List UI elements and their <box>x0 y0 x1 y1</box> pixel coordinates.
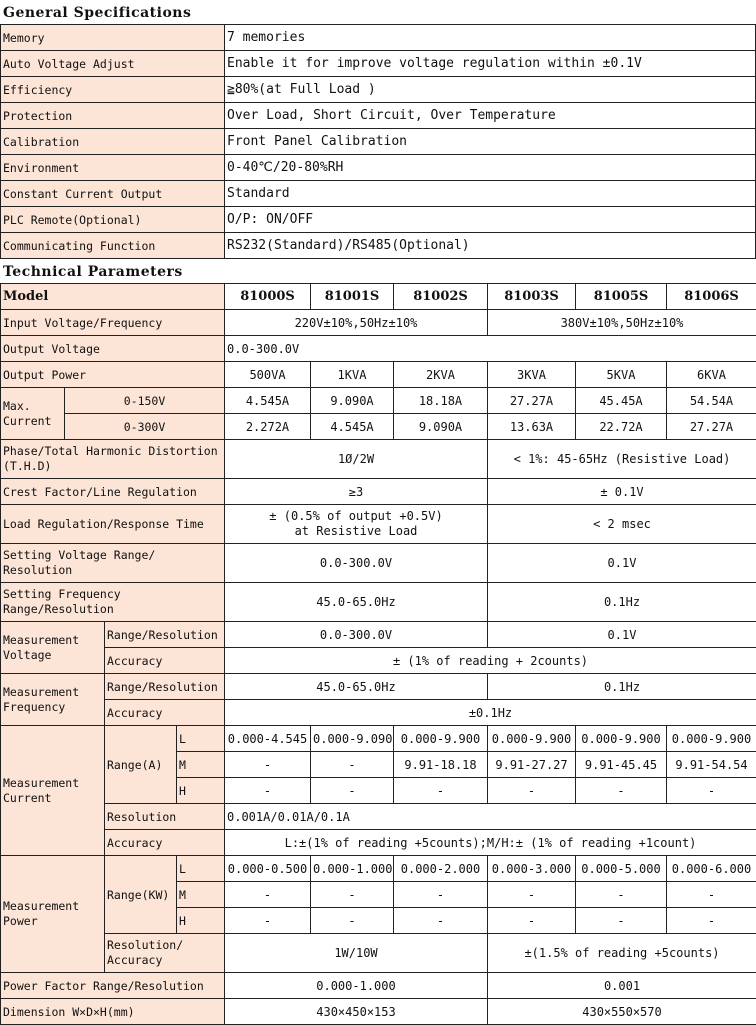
spec-value: Enable it for improve voltage regulation within ±0.1V <box>225 51 756 77</box>
general-spec-row <box>1 25 756 51</box>
spec-value: 7 memories <box>225 25 756 51</box>
value-line: ± (0.5% of output +0.5V) <box>227 509 485 524</box>
spec-label: PLC Remote(Optional) <box>1 207 225 233</box>
value-cell: 0.000-4.545 <box>225 726 311 752</box>
range-letter: H <box>177 778 225 804</box>
crest-row <box>1 479 756 505</box>
setting-voltage-row <box>1 544 756 583</box>
power-factor-row <box>1 973 756 999</box>
general-spec-title: General Specifications <box>0 0 756 24</box>
spec-value: Over Load, Short Circuit, Over Temperature <box>225 103 756 129</box>
row-label: Output Power <box>1 362 225 388</box>
value-cell: 1W/10W <box>225 934 488 973</box>
sub-label: 0-300V <box>65 414 225 440</box>
value-cell: 0.1V <box>488 622 756 648</box>
value-cell: - <box>576 882 667 908</box>
value-cell: - <box>311 908 394 934</box>
row-label: Input Voltage/Frequency <box>1 310 225 336</box>
sub-label: Resolution <box>105 804 225 830</box>
sub-label: Accuracy <box>105 830 225 856</box>
value-cell: 0.000-5.000 <box>576 856 667 882</box>
value-cell: 0.0-300.0V <box>225 336 756 362</box>
value-cell: - <box>667 908 756 934</box>
value-cell: 9.91-54.54 <box>667 752 756 778</box>
model-cell: 81006S <box>667 284 756 310</box>
spec-value: Standard <box>225 181 756 207</box>
row-label: Measurement Current <box>1 726 105 856</box>
general-spec-table <box>0 24 756 259</box>
value-cell: 0.000-9.900 <box>488 726 576 752</box>
value-cell: 0.000-6.000 <box>667 856 756 882</box>
value-cell: 0.000-9.090 <box>311 726 394 752</box>
dimension-row <box>1 999 756 1025</box>
spec-label: Auto Voltage Adjust <box>1 51 225 77</box>
row-label: Output Voltage <box>1 336 225 362</box>
meas-voltage-range-row <box>1 622 756 648</box>
value-cell: - <box>488 778 576 804</box>
general-spec-row <box>1 181 756 207</box>
general-spec-row <box>1 77 756 103</box>
value-cell: 45.0-65.0Hz <box>225 674 488 700</box>
value-cell: 430×450×153 <box>225 999 488 1025</box>
row-label: Crest Factor/Line Regulation <box>1 479 225 505</box>
value-cell: - <box>576 908 667 934</box>
value-cell: 9.91-27.27 <box>488 752 576 778</box>
value-cell: ±(1.5% of reading +5counts) <box>488 934 756 973</box>
value-cell: 27.27A <box>667 414 756 440</box>
value-cell: 9.91-45.45 <box>576 752 667 778</box>
value-cell: 0.001 <box>488 973 756 999</box>
general-spec-row <box>1 51 756 77</box>
meas-voltage-accuracy-row <box>1 648 756 674</box>
sub-label: Resolution/ Accuracy <box>105 934 225 973</box>
thd-row <box>1 440 756 479</box>
value-cell: 54.54A <box>667 388 756 414</box>
value-cell: ± (1% of reading + 2counts) <box>225 648 756 674</box>
row-label: Max. Current <box>1 388 65 440</box>
value-cell: - <box>225 778 311 804</box>
sub-label: Range/Resolution <box>105 622 225 648</box>
general-spec-row <box>1 103 756 129</box>
spec-label: Memory <box>1 25 225 51</box>
row-label: Measurement Frequency <box>1 674 105 726</box>
model-cell: 81003S <box>488 284 576 310</box>
value-cell: - <box>225 752 311 778</box>
sub-label: Accuracy <box>105 648 225 674</box>
value-cell: 9.91-18.18 <box>394 752 488 778</box>
value-cell: < 1%: 45-65Hz (Resistive Load) <box>488 440 756 479</box>
spec-label: Communicating Function <box>1 233 225 259</box>
technical-params-table <box>0 283 756 1025</box>
range-letter: L <box>177 856 225 882</box>
row-label: Setting Frequency Range/Resolution <box>1 583 225 622</box>
value-line: at Resistive Load <box>227 524 485 539</box>
output-voltage-row <box>1 336 756 362</box>
row-label: Measurement Voltage <box>1 622 105 674</box>
value-cell: 380V±10%,50Hz±10% <box>488 310 756 336</box>
value-cell: 0.1Hz <box>488 674 756 700</box>
model-cell: 81005S <box>576 284 667 310</box>
technical-params-title: Technical Parameters <box>0 259 756 283</box>
spec-value: O/P: ON/OFF <box>225 207 756 233</box>
value-cell: 0.000-1.000 <box>225 973 488 999</box>
general-spec-row <box>1 129 756 155</box>
value-cell: 0.000-9.900 <box>394 726 488 752</box>
spec-value: Front Panel Calibration <box>225 129 756 155</box>
value-cell: 1KVA <box>311 362 394 388</box>
row-label: Setting Voltage Range/ Resolution <box>1 544 225 583</box>
value-cell: - <box>394 778 488 804</box>
value-cell: 0.0-300.0V <box>225 622 488 648</box>
general-spec-row <box>1 233 756 259</box>
value-cell: 1Ø/2W <box>225 440 488 479</box>
value-cell: 0.1V <box>488 544 756 583</box>
general-spec-row <box>1 207 756 233</box>
model-cell: 81002S <box>394 284 488 310</box>
value-cell: 2.272A <box>225 414 311 440</box>
value-cell: - <box>667 882 756 908</box>
row-label: Measurement Power <box>1 856 105 973</box>
load-regulation-row <box>1 505 756 544</box>
spec-label: Protection <box>1 103 225 129</box>
row-label: Power Factor Range/Resolution <box>1 973 225 999</box>
value-cell: - <box>667 778 756 804</box>
value-cell: - <box>225 882 311 908</box>
value-cell: 430×550×570 <box>488 999 756 1025</box>
output-power-row <box>1 362 756 388</box>
value-cell: ≥3 <box>225 479 488 505</box>
value-cell: 45.0-65.0Hz <box>225 583 488 622</box>
sub-label: Range(KW) <box>105 856 177 934</box>
value-cell: - <box>225 908 311 934</box>
value-cell: 0.000-9.900 <box>576 726 667 752</box>
model-cell: 81000S <box>225 284 311 310</box>
value-cell: 27.27A <box>488 388 576 414</box>
value-cell: 0.1Hz <box>488 583 756 622</box>
value-cell: 0.000-1.000 <box>311 856 394 882</box>
meas-current-accuracy-row <box>1 830 756 856</box>
value-cell: - <box>311 882 394 908</box>
spec-label: Environment <box>1 155 225 181</box>
meas-frequency-range-row <box>1 674 756 700</box>
setting-frequency-row <box>1 583 756 622</box>
sub-label: Accuracy <box>105 700 225 726</box>
value-cell: - <box>311 752 394 778</box>
spec-label: Efficiency <box>1 77 225 103</box>
value-cell: 0.000-2.000 <box>394 856 488 882</box>
value-cell: 5KVA <box>576 362 667 388</box>
value-cell: - <box>576 778 667 804</box>
value-cell: 0.000-3.000 <box>488 856 576 882</box>
value-cell: 220V±10%,50Hz±10% <box>225 310 488 336</box>
value-cell: 13.63A <box>488 414 576 440</box>
value-cell: - <box>394 882 488 908</box>
value-cell: 500VA <box>225 362 311 388</box>
range-letter: L <box>177 726 225 752</box>
value-cell: ±0.1Hz <box>225 700 756 726</box>
range-letter: M <box>177 882 225 908</box>
row-label: Load Regulation/Response Time <box>1 505 225 544</box>
value-cell: - <box>311 778 394 804</box>
meas-current-resolution-row <box>1 804 756 830</box>
general-spec-row <box>1 155 756 181</box>
model-label: Model <box>1 284 225 310</box>
sub-label: Range/Resolution <box>105 674 225 700</box>
model-cell: 81001S <box>311 284 394 310</box>
spec-value: RS232(Standard)/RS485(Optional) <box>225 233 756 259</box>
value-cell: L:±(1% of reading +5counts);M/H:± (1% of reading +1count) <box>225 830 756 856</box>
max-current-row-150 <box>1 388 756 414</box>
value-cell: 45.45A <box>576 388 667 414</box>
value-cell: 6KVA <box>667 362 756 388</box>
range-letter: M <box>177 752 225 778</box>
meas-frequency-accuracy-row <box>1 700 756 726</box>
spec-value: ≧80%(at Full Load ) <box>225 77 756 103</box>
value-cell: 9.090A <box>394 414 488 440</box>
value-cell: 3KVA <box>488 362 576 388</box>
value-cell: 4.545A <box>225 388 311 414</box>
value-cell: ± 0.1V <box>488 479 756 505</box>
meas-power-resolution-row <box>1 934 756 973</box>
row-label: Phase/Total Harmonic Distortion (T.H.D) <box>1 440 225 479</box>
value-cell: 18.18A <box>394 388 488 414</box>
value-cell: 4.545A <box>311 414 394 440</box>
spec-label: Calibration <box>1 129 225 155</box>
value-cell: 9.090A <box>311 388 394 414</box>
value-cell: 0.001A/0.01A/0.1A <box>225 804 756 830</box>
value-cell: 0.000-0.500 <box>225 856 311 882</box>
sub-label: Range(A) <box>105 726 177 804</box>
value-cell: 2KVA <box>394 362 488 388</box>
spec-label: Constant Current Output <box>1 181 225 207</box>
meas-power-L-row <box>1 856 756 882</box>
spec-value: 0-40℃/20-80%RH <box>225 155 756 181</box>
input-row <box>1 310 756 336</box>
range-letter: H <box>177 908 225 934</box>
row-label: Dimension W×D×H(mm) <box>1 999 225 1025</box>
value-cell: 0.000-9.900 <box>667 726 756 752</box>
value-cell: 0.0-300.0V <box>225 544 488 583</box>
value-cell <box>225 505 488 544</box>
max-current-row-300 <box>1 414 756 440</box>
value-cell: - <box>488 908 576 934</box>
sub-label: 0-150V <box>65 388 225 414</box>
value-cell: < 2 msec <box>488 505 756 544</box>
meas-current-L-row <box>1 726 756 752</box>
model-row <box>1 284 756 310</box>
value-cell: 22.72A <box>576 414 667 440</box>
value-cell: - <box>394 908 488 934</box>
value-cell: - <box>488 882 576 908</box>
